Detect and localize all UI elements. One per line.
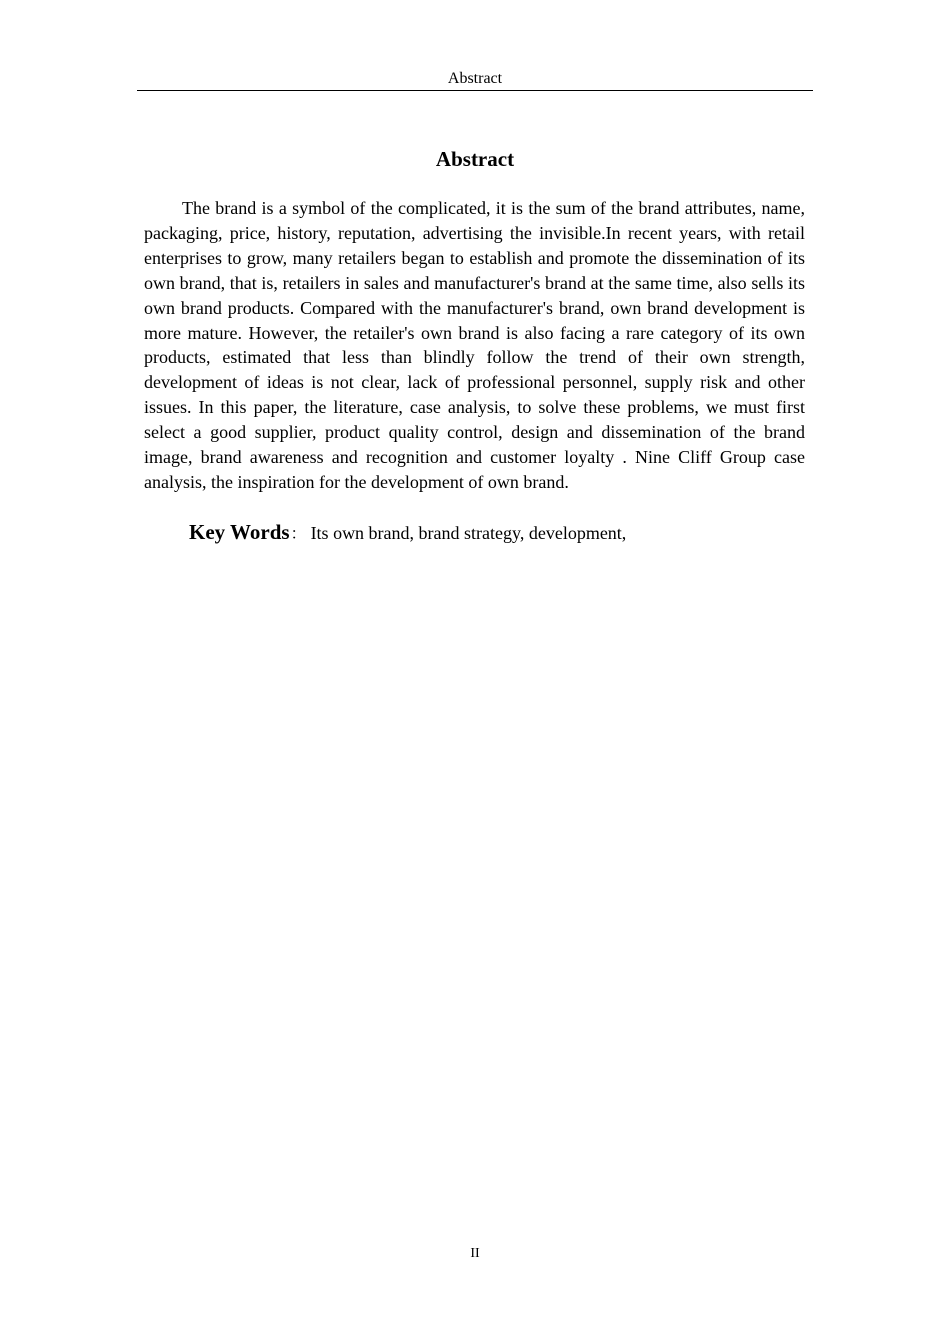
page-number: II xyxy=(470,1246,480,1261)
page-title: Abstract xyxy=(435,147,515,171)
keywords-separator: ： xyxy=(290,526,307,543)
keywords-value: Its own brand, brand strategy, development, xyxy=(310,523,627,543)
running-header: Abstract xyxy=(137,69,813,91)
keywords-line xyxy=(189,518,805,549)
abstract-paragraph: The brand is a symbol of the complicated, it is the sum of the brand attributes, name, packaging, price, history, reputation, advertising the invisible.In recent years, with retail enterprises to grow, many retailers began to establish and promote the dissemination of its own brand, that is, retailers in sales and manufacturer's brand at the same time, also sells its own brand products. Compared with the manufacturer's brand, own brand development is more mature. However, the retailer's own brand is also facing a rare category of its own products, estimated that less than blindly follow the trend of their own strength, development of ideas is not clear, lack of professional personnel, supply risk and other issues. In this paper, the literature, case analysis, to solve these problems, we must first select a good supplier, product quality control, design and dissemination of the brand image, brand awareness and recognition and customer loyalty . Nine Cliff Group case analysis, the inspiration for the development of own brand. xyxy=(144,198,805,492)
keywords-label: Key Words xyxy=(189,520,290,544)
